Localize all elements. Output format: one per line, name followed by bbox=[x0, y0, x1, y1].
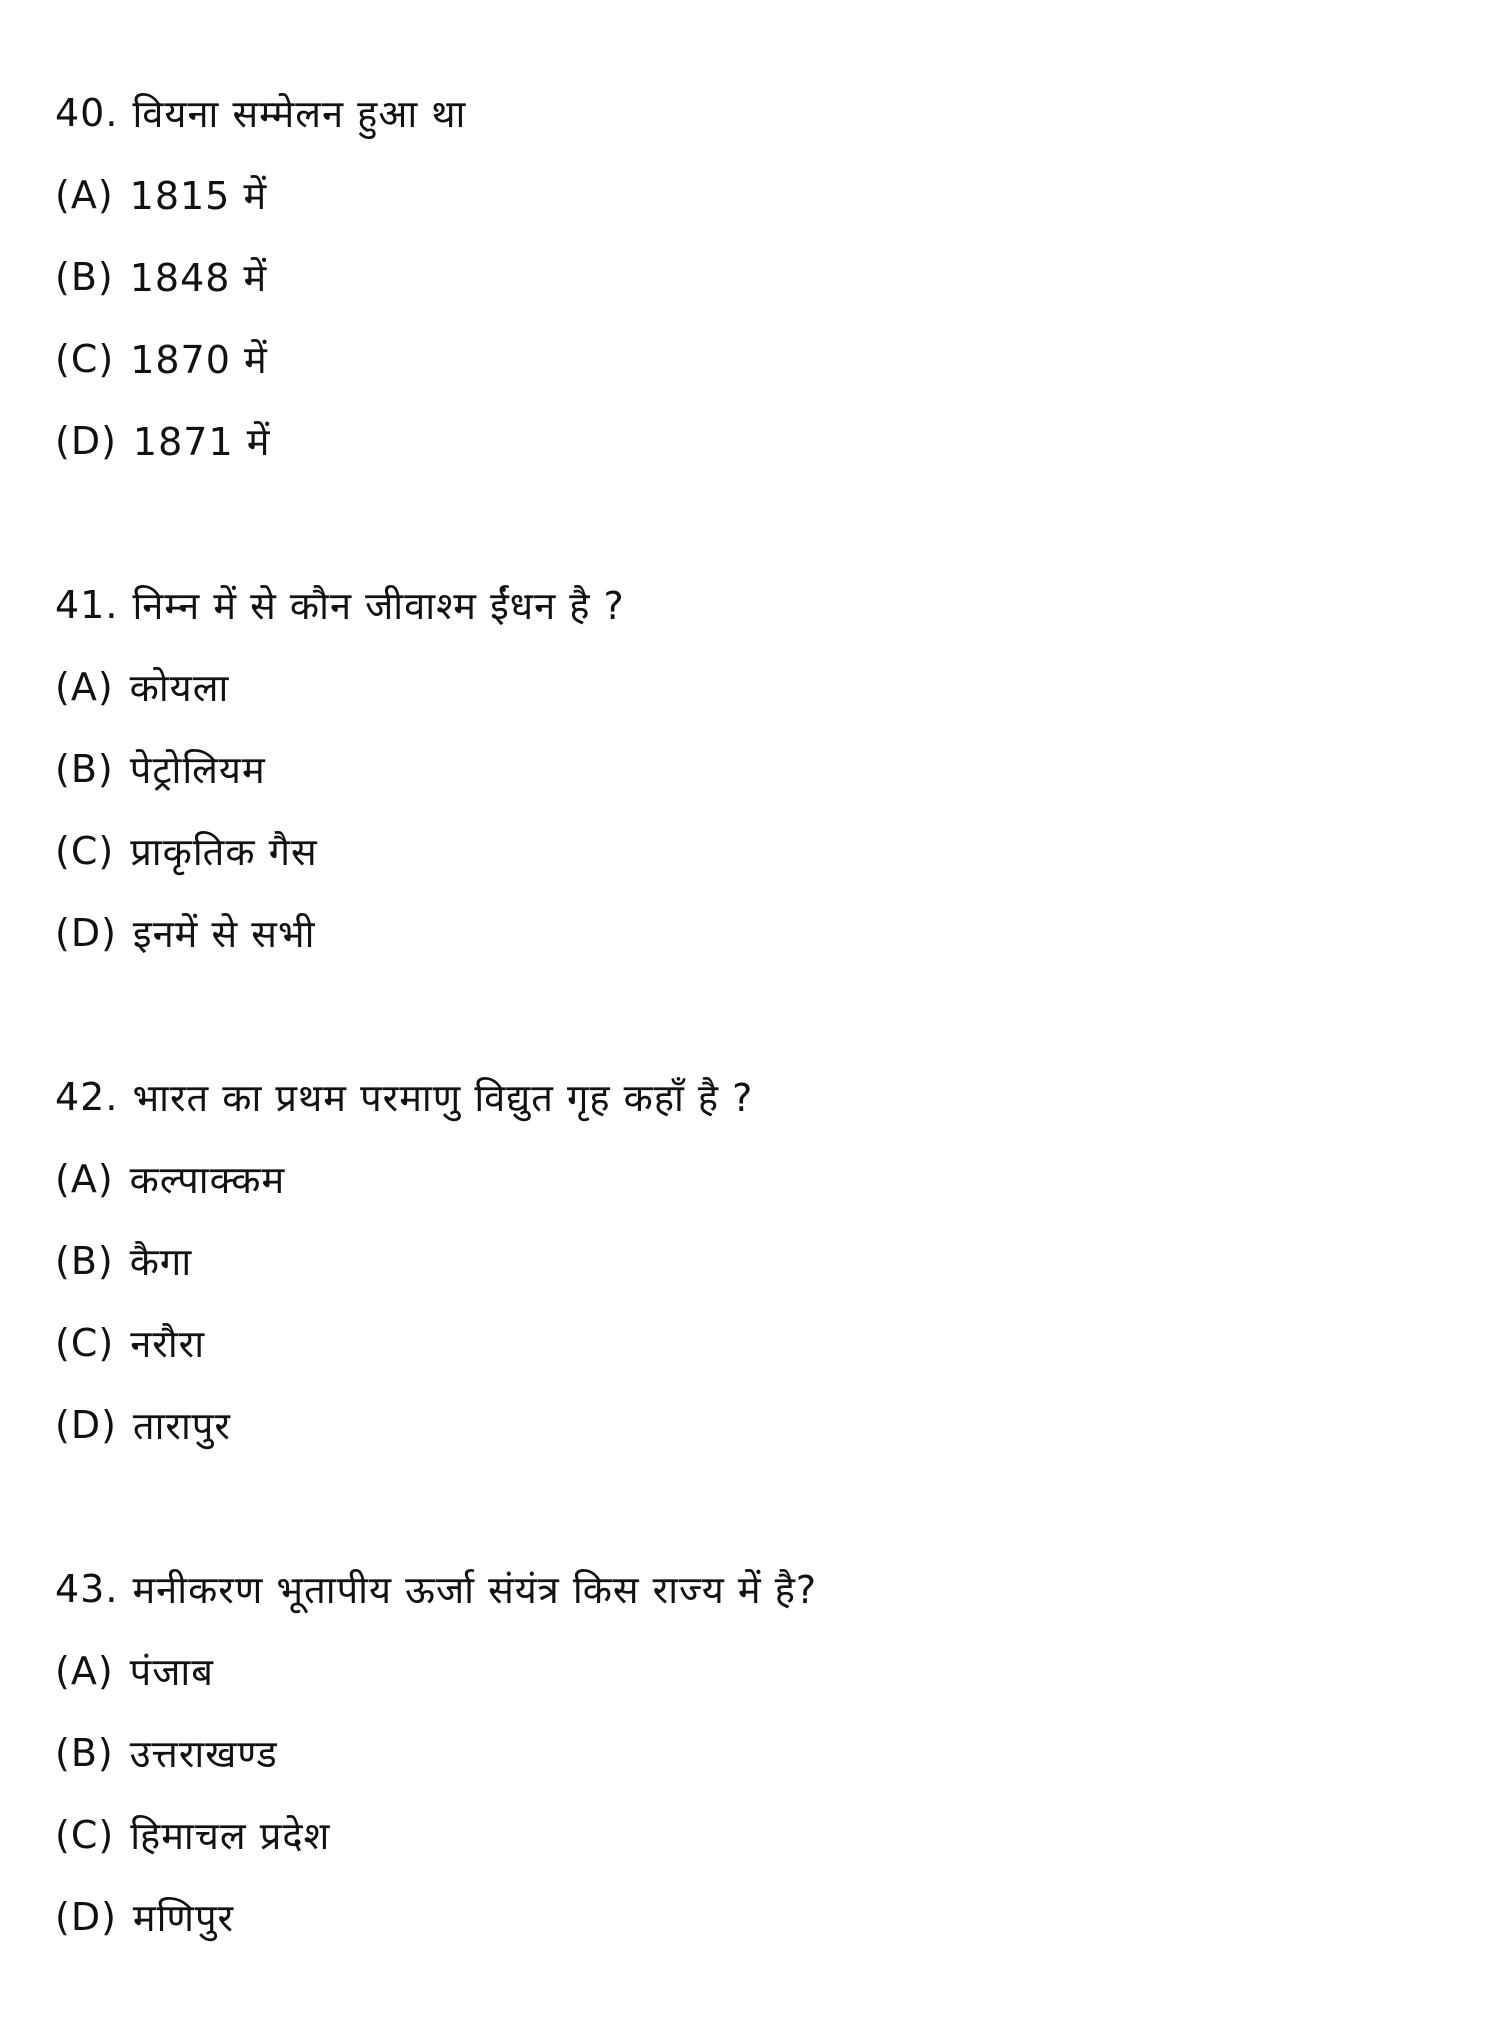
option-text: हिमाचल प्रदेश bbox=[130, 1814, 331, 1858]
option-text: मणिपुर bbox=[132, 1896, 235, 1940]
option-label: (D) bbox=[55, 1403, 117, 1447]
option-c bbox=[55, 1302, 1455, 1384]
option-c bbox=[55, 810, 1455, 892]
option-c bbox=[55, 318, 1455, 400]
option-text: 1871 में bbox=[132, 420, 271, 464]
question-line bbox=[55, 1548, 1455, 1630]
question-text: वियना सम्मेलन हुआ था bbox=[132, 92, 467, 136]
option-text: पंजाब bbox=[129, 1650, 214, 1694]
option-text: इनमें से सभी bbox=[132, 912, 316, 956]
question-text: निम्न में से कौन जीवाश्म ईंधन है ? bbox=[132, 584, 625, 628]
option-label: (D) bbox=[55, 1895, 117, 1939]
option-text: 1848 में bbox=[129, 256, 268, 300]
question-line bbox=[55, 72, 1455, 154]
option-d bbox=[55, 400, 1455, 482]
question-43 bbox=[55, 1548, 1455, 1958]
option-label: (C) bbox=[55, 829, 115, 873]
option-label: (B) bbox=[55, 747, 114, 791]
option-a bbox=[55, 154, 1455, 236]
option-b bbox=[55, 1712, 1455, 1794]
question-line bbox=[55, 1056, 1455, 1138]
option-label: (D) bbox=[55, 419, 117, 463]
option-label: (B) bbox=[55, 1239, 114, 1283]
option-text: कैगा bbox=[129, 1240, 193, 1284]
option-label: (A) bbox=[55, 1649, 114, 1693]
option-label: (A) bbox=[55, 1157, 114, 1201]
option-d bbox=[55, 892, 1455, 974]
option-label: (A) bbox=[55, 173, 114, 217]
option-label: (B) bbox=[55, 255, 114, 299]
question-40 bbox=[55, 72, 1455, 482]
option-b bbox=[55, 236, 1455, 318]
option-text: तारापुर bbox=[132, 1404, 231, 1448]
option-b bbox=[55, 728, 1455, 810]
option-label: (B) bbox=[55, 1731, 114, 1775]
option-text: कल्पाक्कम bbox=[129, 1158, 286, 1202]
option-text: कोयला bbox=[129, 666, 230, 710]
question-number: 42. bbox=[55, 1075, 119, 1119]
option-b bbox=[55, 1220, 1455, 1302]
option-text: पेट्रोलियम bbox=[129, 748, 266, 792]
option-text: नरौरा bbox=[130, 1322, 206, 1366]
option-label: (A) bbox=[55, 665, 114, 709]
option-c bbox=[55, 1794, 1455, 1876]
option-text: उत्तराखण्ड bbox=[129, 1732, 278, 1776]
option-label: (C) bbox=[55, 1813, 115, 1857]
question-42 bbox=[55, 1056, 1455, 1466]
option-d bbox=[55, 1876, 1455, 1958]
option-text: प्राकृतिक गैस bbox=[130, 830, 318, 874]
question-41 bbox=[55, 564, 1455, 974]
option-label: (C) bbox=[55, 337, 115, 381]
option-d bbox=[55, 1384, 1455, 1466]
question-number: 40. bbox=[55, 91, 119, 135]
option-text: 1870 में bbox=[130, 338, 268, 382]
question-number: 43. bbox=[55, 1567, 119, 1611]
option-label: (C) bbox=[55, 1321, 115, 1365]
question-line bbox=[55, 564, 1455, 646]
question-text: भारत का प्रथम परमाणु विद्युत गृह कहाँ है ? bbox=[132, 1076, 754, 1120]
question-text: मनीकरण भूतापीय ऊर्जा संयंत्र किस राज्य में है? bbox=[132, 1568, 818, 1612]
option-a bbox=[55, 1630, 1455, 1712]
question-number: 41. bbox=[55, 583, 119, 627]
option-text: 1815 में bbox=[129, 174, 268, 218]
option-label: (D) bbox=[55, 911, 117, 955]
option-a bbox=[55, 1138, 1455, 1220]
option-a bbox=[55, 646, 1455, 728]
